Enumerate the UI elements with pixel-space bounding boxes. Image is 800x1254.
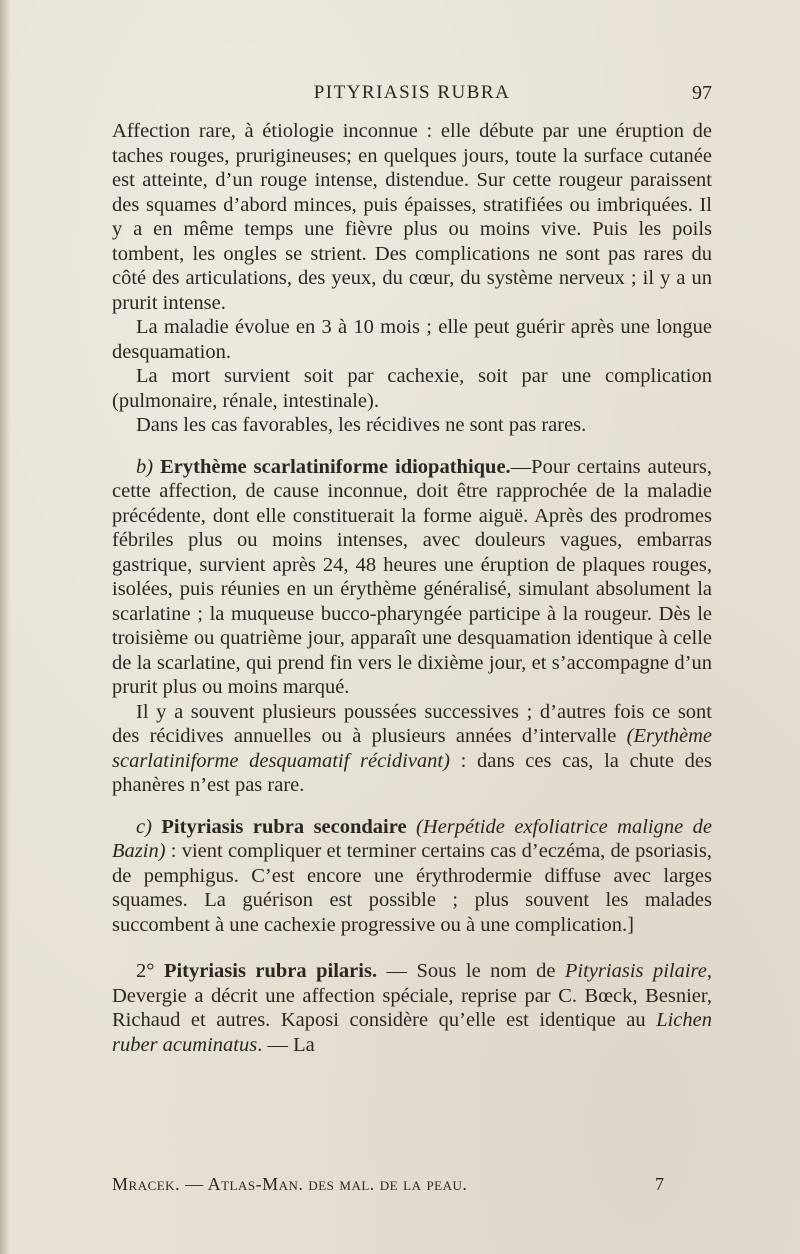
paragraph-recidivant [112,700,712,798]
paragraph-mortality: La mort survient soit par cachexie, soit par une complication (pulmonaire, rénale, intestinale). [112,365,712,412]
section-text-pilaris-1: — Sous le nom de [377,960,565,982]
section-marker-2: 2° [136,960,155,982]
paragraph-recurrence: Dans les cas favorables, les récidives ne sont pas rares. [136,414,587,436]
section-heading-erythema: Erythème scarlatiniforme idiopathique. [160,455,511,478]
page-header [112,82,712,112]
section-pityriasis-secondary [112,815,712,938]
section-text-secondary: : vient compliquer et terminer certains cas d’eczéma, de psoriasis, de pemphigus. C’est encore une érythrodermie diffuse avec larges squames. La guérison est possible ; plus souvent les malades succombent à une cachexie progressive ou à une complication.] [112,840,712,936]
running-title: PITYRIASIS RUBRA [313,82,511,103]
section-marker-b: b) [136,455,154,478]
recidivant-text-after: : dans ces cas, la chute des phanères n’est pas rare. [112,749,712,796]
section-italic-lichen: Lichen ruber acuminatus [112,1009,712,1056]
section-text-erythema: —Pour certains auteurs, cette affection, de cause inconnue, doit être rapprochée de la maladie précédente, dont elle constituerait la forme aiguë. Après des prodromes fébriles plus ou moins intenses, avec douleurs vagues, embarras gastrique, survient après 24, 48 heures une éruption de plaques rouges, isolées, puis réunies en un érythème généralisé, simulant absolument la scarlatine ; la muqueuse bucco-pharyngée participe à la rougeur. Dès le troisième ou quatrième jour, apparaît une desquamation identique à celle de la scarlatine, qui prend fin vers le dixième jour, et s’accompagne d’un prurit plus ou moins marqué. [112,455,713,698]
section-text-pilaris-3: . — La [257,1033,315,1056]
section-heading-pilaris: Pityriasis rubra pilaris. [163,960,378,982]
paragraph-evolution: La maladie évolue en 3 à 10 mois ; elle peut guérir après une longue desquamation. [112,316,712,363]
section-text-pilaris-2: , Devergie a décrit une affection spéciale, reprise par C. Bœck, Besnier, Richaud et autres. Kaposi considère qu’elle est identique au [112,960,712,1031]
section-heading-secondary: Pityriasis rubra secondaire [161,815,407,838]
footer-book-title: Mracek. — Atlas-Man. des mal. de la peau. [112,1174,468,1194]
recidivant-text-before: Il y a souvent plusieurs poussées successives ; d’autres fois ce sont des récidives annuelles ou à plusieurs années d’intervalle [112,700,712,747]
page-edge-shadow [0,0,10,1254]
section-marker-c: c) [136,815,152,838]
page-footer [112,1174,712,1200]
section-italic-pilaire: Pityriasis pilaire [564,960,707,982]
section-pityriasis-pilaris [112,959,712,1057]
page-number: 97 [692,82,712,104]
footer-signature-mark: 7 [655,1174,664,1194]
section-erythema-scarlatiniform [112,455,712,700]
paragraph-description: Affection rare, à étiologie inconnue : elle débute par une éruption de taches rouges, prurigineuses; en quelques jours, toute la surface cutanée est atteinte, d’un rouge intense, distendue. Sur cette rougeur paraissent des squames d’abord minces, puis épaisses, stratifiées ou imbriquées. Il y a en même temps une fièvre plus ou moins vive. Puis les poils tombent, les ongles se strient. Des complications ne sont pas rares du côté des articulations, des yeux, du cœur, du système nerveux ; il y a un prurit intense. [112,120,712,314]
section-italic-bazin: (Herpétide exfoliatrice maligne de Bazin) [112,815,713,862]
recidivant-italic-term: (Erythème scarlatiniforme desquamatif récidivant) [112,725,712,772]
body-text [112,119,712,1057]
